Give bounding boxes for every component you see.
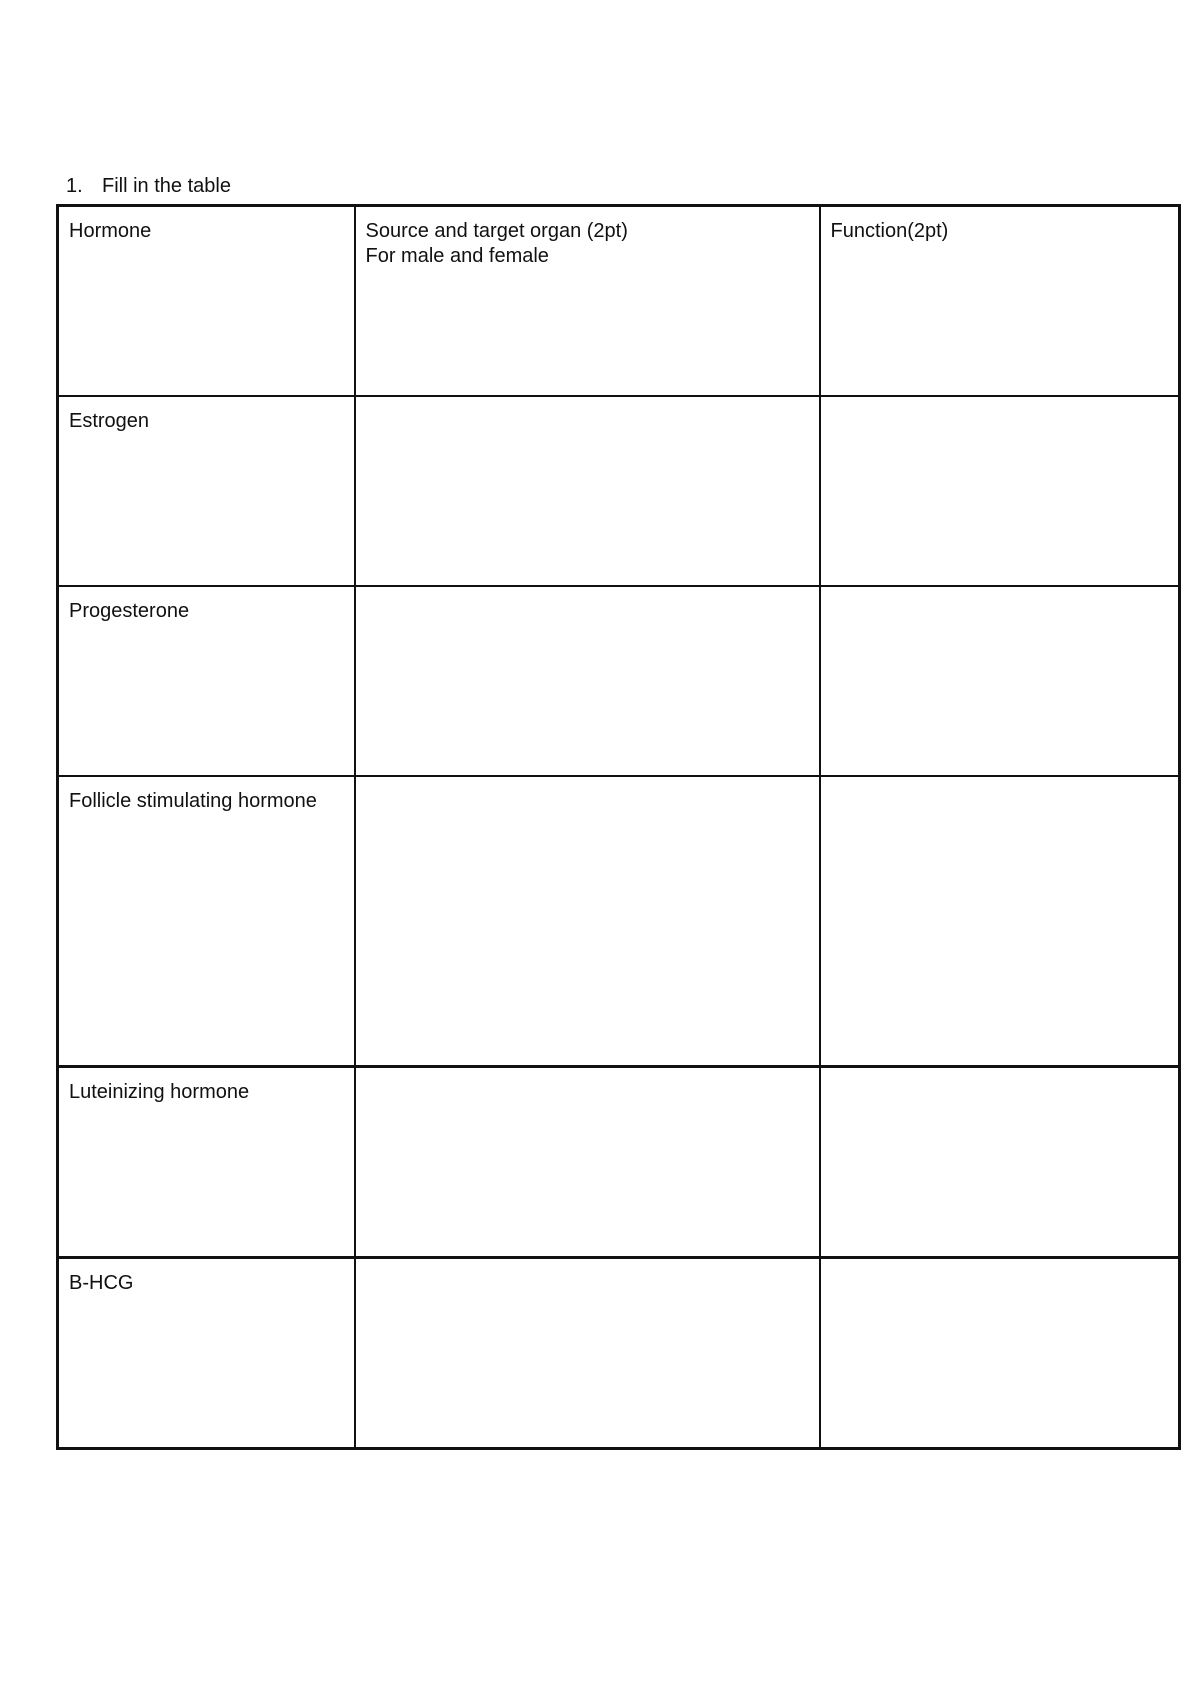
- function-answer-cell[interactable]: [820, 1258, 1180, 1449]
- source-answer-cell[interactable]: [355, 396, 820, 586]
- hormone-name-cell: [58, 1258, 355, 1449]
- question-text: Fill in the table: [102, 175, 231, 197]
- hormone-name-cell: [58, 586, 355, 776]
- header-source-sublabel: For male and female: [365, 245, 549, 267]
- table-row: [58, 1258, 1180, 1449]
- function-answer-cell[interactable]: [820, 396, 1180, 586]
- table-row: [58, 776, 1180, 1067]
- table-row: [58, 396, 1180, 586]
- table-row: [58, 586, 1180, 776]
- table-row: [58, 1067, 1180, 1258]
- hormone-name: Follicle stimulating hormone: [69, 790, 317, 812]
- source-answer-cell[interactable]: [355, 1067, 820, 1258]
- hormone-name: Luteinizing hormone: [69, 1081, 250, 1103]
- function-answer-cell[interactable]: [820, 1067, 1180, 1258]
- source-answer-cell[interactable]: [355, 586, 820, 776]
- hormone-name-cell: [58, 776, 355, 1067]
- source-answer-cell[interactable]: [355, 1258, 820, 1449]
- table-header-row: [58, 206, 1180, 397]
- function-answer-cell[interactable]: [820, 586, 1180, 776]
- question-number: 1.: [66, 175, 83, 197]
- question-heading: [66, 174, 231, 198]
- source-answer-cell[interactable]: [355, 776, 820, 1067]
- hormone-name: Progesterone: [69, 600, 190, 622]
- header-hormone-cell: [58, 206, 355, 397]
- hormone-name-cell: [58, 396, 355, 586]
- hormone-name: B-HCG: [69, 1272, 134, 1294]
- header-function-cell: [820, 206, 1180, 397]
- hormone-name-cell: [58, 1067, 355, 1258]
- hormone-name: Estrogen: [69, 410, 150, 432]
- header-source-label: Source and target organ (2pt): [365, 220, 628, 242]
- header-hormone-label: Hormone: [69, 220, 152, 242]
- header-function-label: Function(2pt): [830, 220, 949, 242]
- header-source-cell: [355, 206, 820, 397]
- hormone-table: [56, 204, 1181, 1450]
- function-answer-cell[interactable]: [820, 776, 1180, 1067]
